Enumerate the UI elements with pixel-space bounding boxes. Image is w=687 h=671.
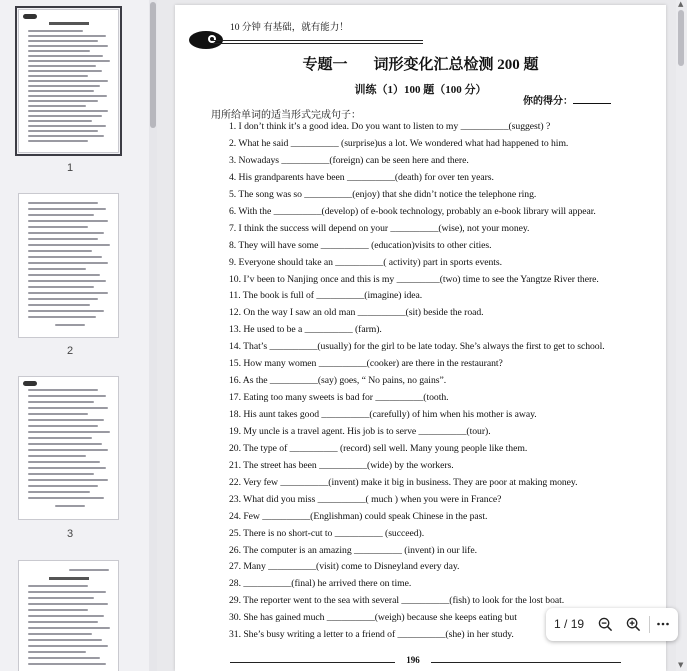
thumbnail-line: [28, 60, 110, 62]
thumbnail-line: [28, 479, 108, 481]
thumbnail-line: [28, 50, 90, 52]
thumbnail-line: [28, 75, 88, 77]
zoom-in-icon: [626, 617, 641, 632]
thumbnail-line: [28, 419, 104, 421]
question-item: 14. That’s __________(usually) for the girl to be late today. She’s always the first to get to school.: [229, 341, 605, 352]
thumbnail-line: [28, 413, 88, 415]
document-page: [175, 5, 666, 671]
thumbnail-line: [28, 597, 94, 599]
thumbnail-line: [28, 100, 98, 102]
question-item: 8. They will have some __________ (education)visits to other cities.: [229, 240, 492, 251]
thumbnail-line: [28, 645, 108, 647]
thumbnail-line: [28, 467, 106, 469]
thumbnail-line: [28, 40, 98, 42]
page-thumbnail-1[interactable]: [18, 9, 119, 153]
thumbnail-line: [28, 591, 106, 593]
question-item: 29. The reporter went to the sea with several __________(fish) to look for the lost boat.: [229, 595, 565, 606]
thumbnail-line: [69, 569, 109, 571]
thumbnail-line: [28, 491, 90, 493]
score-field: [523, 92, 611, 107]
page-thumbnail-2[interactable]: [18, 193, 119, 338]
thumbnail-line: [28, 389, 98, 391]
question-item: 30. She has gained much __________(weigh) because she keeps eating but: [229, 612, 517, 623]
thumbnail-line: [28, 70, 102, 72]
thumbnail-line: [28, 130, 98, 132]
question-item: 15. How many women __________(cooker) are there in the restaurant?: [229, 358, 503, 369]
more-icon: [656, 617, 670, 631]
score-blank: [573, 94, 611, 104]
question-item: 21. The street has been __________(wide) by the workers.: [229, 460, 454, 471]
thumbnail-line: [28, 443, 102, 445]
question-item: 31. She’s busy writing a letter to a friend of __________(she) in her study.: [229, 629, 514, 640]
question-item: 12. On the way I saw an old man __________(sit) beside the road.: [229, 307, 484, 318]
question-item: 7. I think the success will depend on your __________(wise), not your money.: [229, 223, 530, 234]
thumbnail-line: [28, 437, 92, 439]
thumbnail-line: [28, 256, 102, 258]
header-divider: [213, 40, 423, 41]
thumbnail-line: [28, 208, 106, 210]
page-subtitle: 训练（1）100 题（100 分）: [354, 84, 487, 96]
thumbnail-number: 3: [66, 528, 74, 540]
thumbnail-line: [28, 238, 98, 240]
question-item: 17. Eating too many sweets is bad for __________(tooth.: [229, 392, 449, 403]
thumbnail-line: [28, 316, 96, 318]
thumbnail-line: [28, 292, 108, 294]
thumbnail-line: [28, 244, 110, 246]
question-item: 10. I’v been to Nanjing once and this is my _________(two) time to see the Yangtze River there.: [229, 274, 599, 285]
thumbnail-line: [28, 431, 110, 433]
thumbnail-line: [28, 135, 104, 137]
question-item: 28. __________(final) he arrived there on time.: [229, 578, 412, 589]
thumbnail-line: [28, 45, 108, 47]
header-slogan: 10 分钟 有基础，就有能力！: [230, 23, 349, 33]
question-item: 3. Nowadays __________(foreign) can be seen here and there.: [229, 155, 469, 166]
thumbnail-line: [28, 262, 108, 264]
thumbnail-line: [28, 304, 90, 306]
thumbnail-line: [28, 663, 106, 665]
thumbnail-line: [28, 497, 104, 499]
sidebar-scrollbar[interactable]: [149, 0, 157, 671]
question-item: 23. What did you miss __________( much ) when you were in France?: [229, 494, 502, 505]
thumbnail-line: [28, 473, 94, 475]
thumbnail-number: 1: [66, 162, 74, 174]
thumbnail-line: [28, 274, 100, 276]
question-item: 26. The computer is an amazing __________ (invent) in our life.: [229, 545, 477, 556]
question-item: 22. Very few __________(invent) make it big in business. They are poor at making money.: [229, 477, 578, 488]
thumbnail-line: [28, 232, 104, 234]
question-item: 6. With the __________(develop) of e-book technology, probably an e-book library will appear.: [229, 206, 596, 217]
thumbnail-line: [28, 286, 94, 288]
zoom-in-button[interactable]: [623, 614, 643, 634]
question-item: 27. Many __________(visit) come to Disneyland every day.: [229, 561, 460, 572]
thumbnail-line: [28, 310, 104, 312]
question-item: 11. The book is full of __________(imagine) idea.: [229, 290, 423, 301]
current-page[interactable]: 1: [554, 617, 561, 631]
thumbnail-line: [28, 125, 106, 127]
thumbnail-line: [28, 55, 103, 57]
page-thumbnail-3[interactable]: [18, 376, 119, 520]
page-number: 196: [406, 655, 420, 665]
page-thumbnail-4[interactable]: [18, 560, 119, 671]
instruction-text: 用所给单词的适当形式完成句子：: [211, 110, 361, 121]
thumbnail-line: [28, 485, 98, 487]
thumbnail-line: [55, 505, 85, 507]
thumbnail-line: [28, 214, 94, 216]
thumbnail-line: [28, 633, 92, 635]
question-item: 20. The type of __________ (record) sell well. Many young people like them.: [229, 443, 528, 454]
thumbnail-line: [28, 110, 108, 112]
scroll-up-icon[interactable]: ▲: [678, 0, 684, 8]
thumbnail-line: [28, 140, 88, 142]
sidebar-scrollbar-thumb[interactable]: [150, 2, 156, 128]
total-pages: 19: [570, 617, 585, 631]
thumbnail-title: [49, 577, 89, 580]
thumbnail-line: [28, 425, 98, 427]
thumbnail-line: [28, 105, 86, 107]
page-separator: /: [564, 617, 568, 631]
thumbnail-line: [28, 407, 108, 409]
question-item: 19. My uncle is a travel agent. His job is to serve __________(tour).: [229, 426, 491, 437]
thumbnail-line: [28, 603, 108, 605]
thumbnail-title: [49, 22, 89, 25]
thumbnail-line: [28, 202, 98, 204]
thumbnail-logo: [23, 14, 37, 19]
thumbnail-line: [28, 90, 94, 92]
thumbnail-line: [28, 401, 94, 403]
footer-divider: [431, 662, 621, 663]
question-item: 16. As the __________(say) goes, “ No pains, no gains”.: [229, 375, 447, 386]
thumbnail-line: [28, 298, 98, 300]
header-logo-icon: [187, 28, 225, 50]
thumbnail-line: [28, 461, 100, 463]
thumbnail-sidebar: [0, 0, 150, 671]
thumbnail-line: [28, 35, 106, 37]
thumbnail-line: [28, 280, 106, 282]
page-title: [175, 53, 666, 74]
thumbnail-line: [28, 65, 96, 67]
thumbnail-line: [28, 615, 104, 617]
thumbnail-line: [28, 30, 83, 32]
thumbnail-line: [28, 80, 108, 82]
thumbnail-line: [28, 449, 108, 451]
main-scrollbar[interactable]: [676, 0, 687, 671]
title-text: 词形变化汇总检测 200 题: [373, 57, 539, 73]
title-topic: 专题一: [302, 57, 348, 73]
thumbnail-line: [28, 627, 110, 629]
question-item: 5. The song was so __________(enjoy) that she didn’t notice the telephone ring.: [229, 189, 537, 200]
header-divider: [213, 43, 423, 44]
question-item: 13. He used to be a __________ (farm).: [229, 324, 382, 335]
footer-divider: [230, 662, 395, 663]
thumbnail-line: [28, 115, 102, 117]
thumbnail-line: [28, 395, 106, 397]
thumbnail-line: [28, 621, 98, 623]
thumbnail-line: [28, 455, 86, 457]
thumbnail-line: [28, 657, 100, 659]
thumbnail-line: [28, 95, 107, 97]
page-indicator[interactable]: [554, 617, 584, 631]
thumbnail-line: [28, 268, 86, 270]
thumbnail-line: [28, 639, 102, 641]
toolbar-divider: [649, 616, 650, 633]
thumbnail-line: [28, 585, 88, 587]
thumbnail-line: [28, 250, 92, 252]
thumbnail-line: [28, 226, 88, 228]
thumbnail-number: 2: [66, 345, 74, 357]
question-item: 24. Few __________(Englishman) could speak Chinese in the past.: [229, 511, 488, 522]
question-item: 9. Everyone should take an __________( activity) part in sports events.: [229, 257, 503, 268]
zoom-out-button[interactable]: [595, 614, 615, 634]
question-item: 1. I don’t think it’s a good idea. Do you want to listen to my __________(suggest) ?: [229, 121, 551, 132]
more-options-button[interactable]: [653, 614, 673, 634]
zoom-out-icon: [598, 617, 613, 632]
main-scrollbar-thumb[interactable]: [678, 10, 684, 66]
thumbnail-line: [28, 220, 108, 222]
thumbnail-line: [28, 85, 100, 87]
scroll-down-icon[interactable]: ▼: [678, 661, 684, 669]
thumbnail-line: [55, 324, 85, 326]
question-item: 4. His grandparents have been __________(death) for over ten years.: [229, 172, 494, 183]
thumbnail-line: [28, 651, 86, 653]
question-item: 25. There is no short-cut to __________ (succeed).: [229, 528, 425, 539]
thumbnail-line: [28, 609, 88, 611]
question-item: 18. His aunt takes good __________(carefully) of him when his mother is away.: [229, 409, 537, 420]
page-toolbar: [546, 608, 678, 641]
thumbnail-logo: [23, 381, 37, 386]
score-label: 你的得分：: [523, 96, 573, 107]
thumbnail-line: [28, 120, 92, 122]
question-item: 2. What he said __________ (surprise)us a lot. We wondered what had happened to him.: [229, 138, 569, 149]
